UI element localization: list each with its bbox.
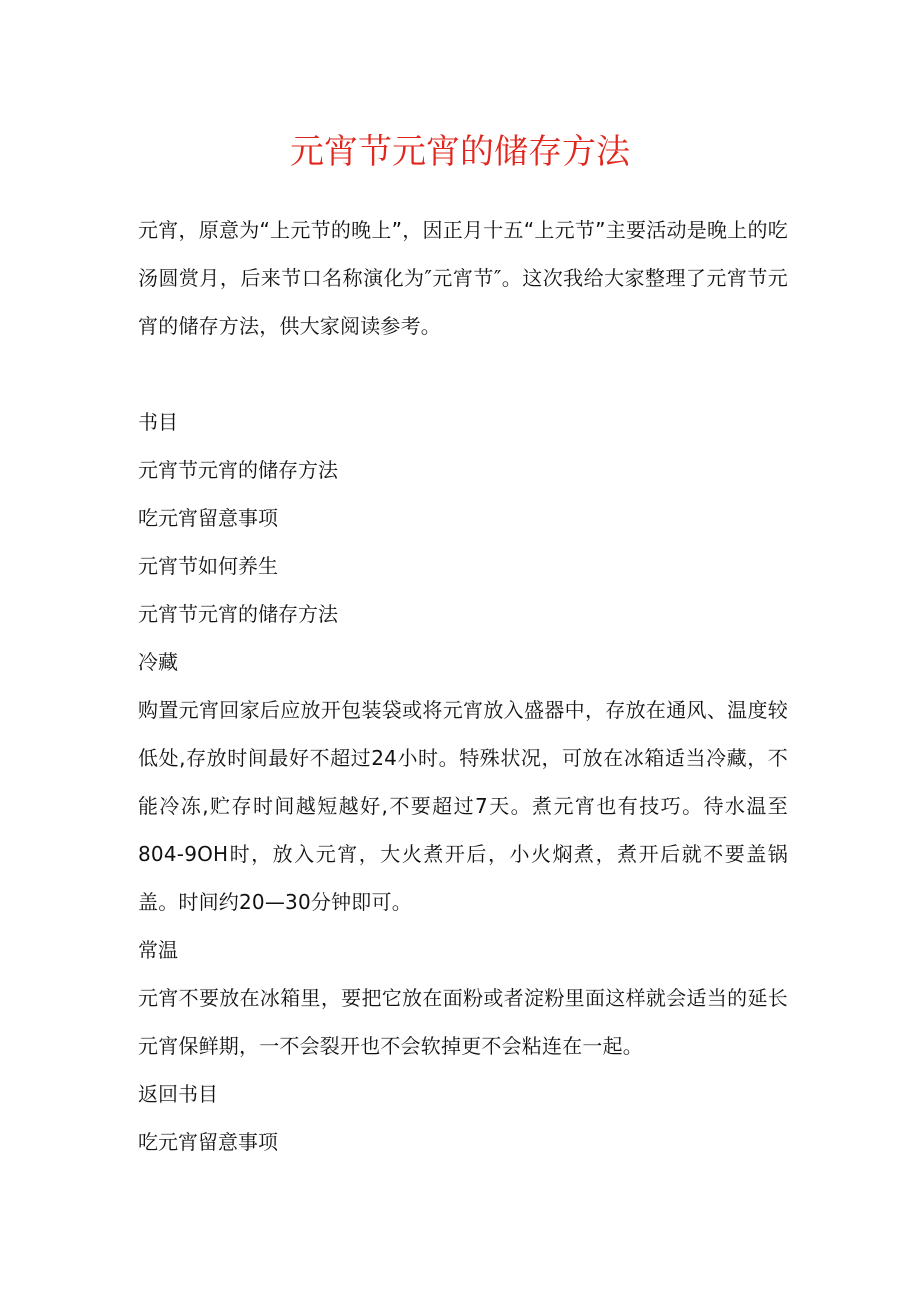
page-title: 元宵节元宵的储存方法: [290, 132, 630, 172]
section-title-precautions: 吃元宵留意事项: [138, 1130, 278, 1154]
paragraph-refrigeration: 购置元宵回家后应放开包装袋或将元宵放入盛器中，存放在通风、温度较低处,存放时间最好不超过24小时。特殊状况，可放在冰箱适当冷藏，不能冷冻,贮存时间越短越好,不要超过7天。煮元宵也有技巧。待水温至804-9OH时，放入元宵，大火煮开后，小火焖煮，煮开后就不要盖锅盖。时间约20—30分钟即可。: [138, 698, 788, 914]
toc-item-health[interactable]: 元宵节如何养生: [138, 554, 278, 578]
back-to-toc-link[interactable]: 返回书目: [138, 1082, 218, 1106]
toc-heading: 书目: [138, 410, 178, 434]
toc-item-storage[interactable]: 元宵节元宵的储存方法: [138, 458, 338, 482]
intro-paragraph: 元宵，原意为“上元节的晚上”，因正月十五“上元节”主要活动是晚上的吃汤圆赏月，后来节口名称演化为″元宵节″。这次我给大家整理了元宵节元宵的储存方法，供大家阅读参考。: [138, 218, 788, 338]
subheading-refrigeration: 冷藏: [138, 650, 178, 674]
section-title-storage: 元宵节元宵的储存方法: [138, 602, 338, 626]
paragraph-room-temperature: 元宵不要放在冰箱里，要把它放在面粉或者淀粉里面这样就会适当的延长元宵保鲜期，一不会裂开也不会软掉更不会粘连在一起。: [138, 986, 788, 1058]
subheading-room-temperature: 常温: [138, 938, 178, 962]
toc-item-precautions[interactable]: 吃元宵留意事项: [138, 506, 278, 530]
